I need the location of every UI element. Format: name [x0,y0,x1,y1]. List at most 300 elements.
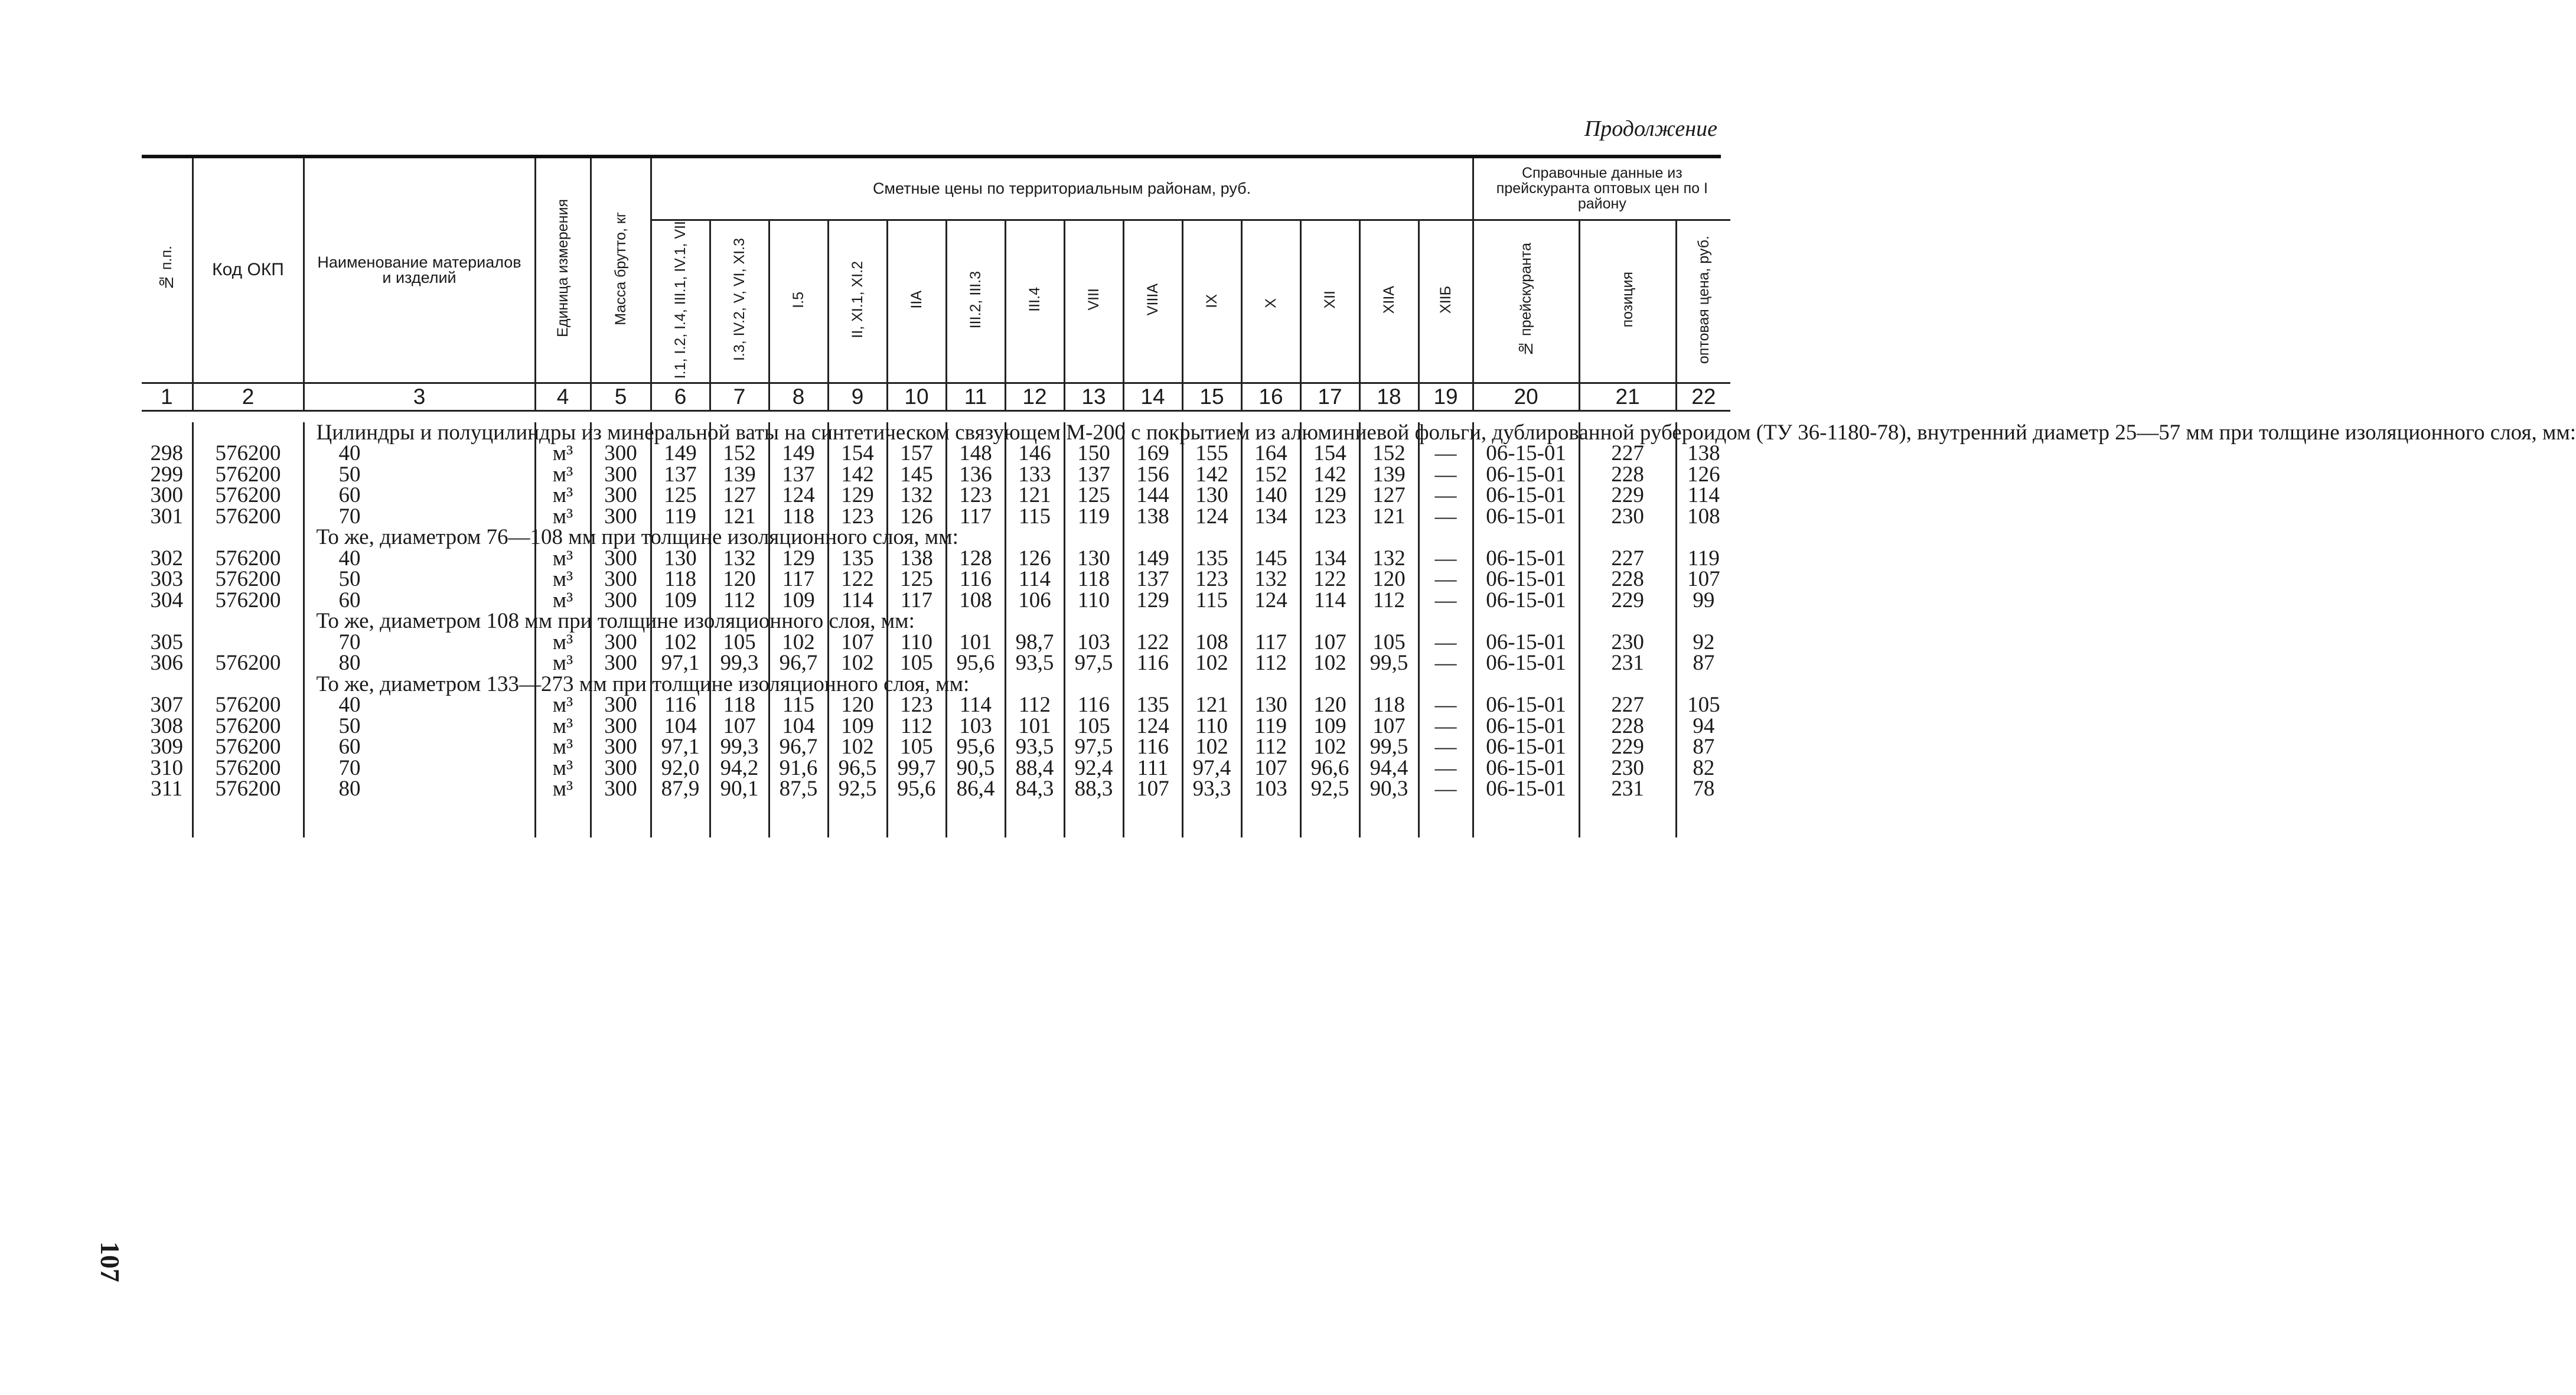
price-region-6-value: 95,6 [956,735,995,760]
price-region-4-value: 109 [841,713,874,738]
price-region-7-value: 112 [1018,693,1051,718]
price-region-10-value: 155 [1195,441,1228,466]
price-region-12-value: 142 [1313,462,1346,487]
position-value: 228 [1611,462,1644,487]
price-region-14-value: — [1434,546,1457,571]
price-region-13-value: 152 [1372,441,1406,466]
price-region-11-value: 152 [1254,462,1287,487]
position-value: 227 [1611,693,1644,718]
price-region-10 [1182,611,1241,674]
price-region-3-value: 109 [782,588,815,612]
table-row-group [142,422,1730,527]
price-region-12 [1300,611,1359,674]
price-region-8 [1064,527,1123,611]
row-number-value: 303 [150,567,183,592]
price-region-8-value: 92,4 [1074,755,1113,780]
price-region-2-value: 127 [723,483,756,508]
price-region-12-value: 102 [1313,735,1346,760]
price-region-7-value: 115 [1018,504,1051,529]
thickness-value: 40 [338,546,361,571]
table-bottom-cell [142,800,193,837]
header-mass: Масса брутто, кг [591,158,651,383]
header-region-1 [651,220,710,383]
price-region-11-value: 107 [1254,755,1287,780]
header-region-12 [1300,220,1359,383]
group-title: Цилиндры и полуцилиндры из минеральной ваты на синтетическом связующем М-200 с покрытием из алюминиевой фольги, дублированной рубероидом (ТУ 36-1180-78), внутренний диаметр 25—57 мм при толщине изоляционного слоя, мм: [316,420,2576,445]
table-bottom-cell [1419,800,1473,837]
position-value: 229 [1611,735,1644,760]
row-number-value: 300 [150,483,183,508]
spacer-cell [193,410,304,422]
price-region-10-value: 102 [1195,651,1228,676]
table-row-group [142,527,1730,611]
header-region-5 [887,220,946,383]
price-region-5-value: 117 [900,588,933,612]
price-region-13-value: 132 [1372,546,1406,571]
price-region-9 [1123,611,1182,674]
price-region-12 [1300,674,1359,800]
header-prices-group: Сметные цены по территориальным районам, руб. [651,158,1473,220]
row-number-value: 298 [150,441,183,466]
price-region-4-value: 102 [841,651,874,676]
price-region-4-value: 114 [841,588,874,612]
unit-value: м³ [552,504,573,529]
table-bottom-cell [535,800,591,837]
header-okp-code: Код ОКП [193,158,304,383]
price-region-1-value: 102 [664,630,697,654]
header-reference-label: оптовая цена, руб. [1695,235,1712,364]
thickness-value: 80 [338,777,361,801]
price-region-8-value: 130 [1077,546,1110,571]
table-bottom-cell [946,800,1005,837]
thickness-value: 50 [338,713,361,738]
column-number: 21 [1579,383,1676,410]
price-region-10-value: 142 [1195,462,1228,487]
header-unit: Единица измерения [535,158,591,383]
price-region-14 [1419,611,1473,674]
price-region-8-value: 125 [1077,483,1110,508]
unit-value: м³ [552,567,573,592]
header-region-11 [1241,220,1300,383]
price-region-13 [1359,527,1419,611]
position-value: 227 [1611,441,1644,466]
header-region-9 [1123,220,1182,383]
price-region-1-value: 118 [664,567,697,592]
wholesale-price-value: 138 [1687,441,1720,466]
pricelist-number-value: 06-15-01 [1486,546,1566,571]
column-number: 13 [1064,383,1123,410]
okp-code-value: 576200 [215,755,281,780]
position [1579,611,1676,674]
price-region-2-value: 99,3 [720,651,759,676]
column-number: 14 [1123,383,1182,410]
mass-value: 300 [604,630,637,654]
price-region-7-value: 146 [1018,441,1051,466]
header-reference-col-1 [1473,220,1579,383]
price-region-10-value: 97,4 [1192,755,1231,780]
header-region-label: III.4 [1026,287,1043,312]
price-region-2-value: 121 [723,504,756,529]
price-region-5-value: 110 [900,630,933,654]
table-bottom-cell [304,800,535,837]
price-region-9-value: 111 [1137,755,1169,780]
row-number-value: 302 [150,546,183,571]
price-region-13-value: 94,4 [1369,755,1408,780]
thickness-value: 80 [338,651,361,676]
price-region-8-value: 150 [1077,441,1110,466]
pricelist-number-value: 06-15-01 [1486,713,1566,738]
header-region-label: VIII [1085,288,1102,311]
mass-value: 300 [604,777,637,801]
price-region-6-value: 117 [959,504,992,529]
price-region-2-value: 118 [723,693,756,718]
price-region-9-value: 156 [1136,462,1169,487]
thickness-value: 60 [338,588,361,612]
price-region-6-value: 108 [959,588,992,612]
okp-code-value: 576200 [215,483,281,508]
price-region-7 [1005,527,1064,611]
price-region-10-value: 108 [1195,630,1228,654]
price-region-1-value: 130 [664,546,697,571]
price-region-14-value: — [1434,504,1457,529]
price-region-14 [1419,674,1473,800]
spacer-cell [142,410,193,422]
price-region-8-value: 116 [1077,693,1110,718]
pricelist-number-value: 06-15-01 [1486,651,1566,676]
pricelist-number-value: 06-15-01 [1486,588,1566,612]
price-region-10 [1182,527,1241,611]
price-region-3-value: 115 [782,693,815,718]
row-number-value: 308 [150,713,183,738]
price-region-11 [1241,611,1300,674]
group-title: То же, диаметром 133—273 мм при толщине изоляционного слоя, мм: [316,672,970,696]
price-region-1-value: 116 [664,693,697,718]
price-region-2-value: 120 [723,567,756,592]
table-bottom-cell [828,800,887,837]
price-region-3-value: 129 [782,546,815,571]
price-region-5-value: 132 [900,483,933,508]
price-region-14-value: — [1434,735,1457,760]
mass-value: 300 [604,693,637,718]
header-region-label: XIIБ [1437,285,1455,314]
price-region-10-value: 135 [1195,546,1228,571]
column-number: 11 [946,383,1005,410]
price-region-7 [1005,611,1064,674]
price-region-6-value: 123 [959,483,992,508]
price-region-11 [1241,674,1300,800]
okp-code-value: 576200 [215,567,281,592]
table-bottom-cell [1123,800,1182,837]
price-region-13-value: 90,3 [1369,777,1408,801]
table-bottom-cell [1359,800,1419,837]
price-region-12-value: 114 [1313,588,1346,612]
thickness-value: 70 [338,630,361,654]
okp-code [193,611,304,674]
row-number-value: 299 [150,462,183,487]
price-region-5-value: 157 [900,441,933,466]
price-region-3-value: 102 [782,630,815,654]
column-number: 10 [887,383,946,410]
header-region-10 [1182,220,1241,383]
price-region-7-value: 126 [1018,546,1051,571]
price-region-11-value: 117 [1254,630,1287,654]
price-region-10-value: 102 [1195,735,1228,760]
price-region-14 [1419,527,1473,611]
okp-code-value: 576200 [215,441,281,466]
header-name: Наименование материалов и изделий [304,158,535,383]
price-region-6-value: 103 [959,713,992,738]
continuation-label: Продолжение [1584,116,1717,141]
position-value: 228 [1611,567,1644,592]
header-reference-label: № прейскуранта [1518,242,1535,357]
wholesale-price [1676,674,1730,800]
price-region-2-value: 99,3 [720,735,759,760]
price-region-12-value: 122 [1313,567,1346,592]
pricelist-number-value: 06-15-01 [1486,567,1566,592]
price-table-frame [142,155,2576,1291]
price-region-12-value: 129 [1313,483,1346,508]
mass-value: 300 [604,483,637,508]
okp-code [193,527,304,611]
header-region-label: I.5 [790,291,807,308]
price-region-9 [1123,527,1182,611]
header-region-8 [1064,220,1123,383]
price-region-3-value: 91,6 [779,755,818,780]
price-region-12-value: 109 [1313,713,1346,738]
price-region-4-value: 123 [841,504,874,529]
price-region-3-value: 96,7 [779,735,818,760]
price-region-5-value: 105 [900,651,933,676]
price-region-9-value: 169 [1136,441,1169,466]
header-region-14 [1419,220,1473,383]
price-region-5-value: 112 [900,713,933,738]
price-region-2-value: 90,1 [720,777,759,801]
price-region-10 [1182,674,1241,800]
okp-code [193,674,304,800]
header-number: № п.п. [142,158,193,383]
price-region-9-value: 144 [1136,483,1169,508]
price-region-5-value: 95,6 [897,777,936,801]
price-region-1-value: 125 [664,483,697,508]
position-value: 231 [1611,777,1644,801]
header-region-label: XII [1322,290,1338,309]
header-region-label: VIIIА [1144,283,1161,316]
wholesale-price [1676,527,1730,611]
wholesale-price-value: 126 [1687,462,1720,487]
price-region-3-value: 124 [782,483,815,508]
price-region-3-value: 137 [782,462,815,487]
group-title: То же, диаметром 76—108 мм при толщине изоляционного слоя, мм: [316,525,958,550]
column-number: 4 [535,383,591,410]
price-region-7-value: 114 [1018,567,1051,592]
column-number: 18 [1359,383,1419,410]
okp-code-value: 576200 [215,735,281,760]
group-title: То же, диаметром 108 мм при толщине изоляционного слоя, мм: [316,609,915,634]
header-region-label: I.3, IV.2, V, VI, XI.3 [731,238,748,361]
column-number: 22 [1676,383,1730,410]
mass-value: 300 [604,462,637,487]
price-region-4-value: 107 [841,630,874,654]
price-region-9-value: 129 [1136,588,1169,612]
thickness-value: 40 [338,441,361,466]
price-region-3-value: 149 [782,441,815,466]
column-number: 1 [142,383,193,410]
row-number-value: 309 [150,735,183,760]
price-region-14-value: — [1434,462,1457,487]
pricelist-number [1473,674,1579,800]
price-region-12-value: 154 [1313,441,1346,466]
price-region-5-value: 145 [900,462,933,487]
price-region-2-value: 107 [723,713,756,738]
table-bottom-cell [1300,800,1359,837]
price-region-10-value: 110 [1195,713,1228,738]
price-region-14-value: — [1434,588,1457,612]
price-region-3-value: 87,5 [779,777,818,801]
mass-value: 300 [604,441,637,466]
price-region-13-value: 118 [1372,693,1406,718]
price-region-11-value: 103 [1254,777,1287,801]
price-table [142,158,2576,837]
position-value: 231 [1611,651,1644,676]
price-region-7-value: 84,3 [1015,777,1054,801]
thickness-value: 50 [338,567,361,592]
price-region-14-value: — [1434,441,1457,466]
row-number-value: 310 [150,755,183,780]
unit-value: м³ [552,651,573,676]
column-number: 8 [769,383,828,410]
row-number-value: 311 [151,777,183,801]
price-region-6-value: 101 [959,630,992,654]
okp-code-value: 576200 [215,777,281,801]
price-region-9-value: 122 [1136,630,1169,654]
price-region-7-value: 133 [1018,462,1051,487]
price-region-3-value: 104 [782,713,815,738]
thickness-value: 60 [338,735,361,760]
mass-value: 300 [604,713,637,738]
column-number: 17 [1300,383,1359,410]
price-region-6-value: 116 [959,567,992,592]
position-value: 230 [1611,504,1644,529]
wholesale-price [1676,611,1730,674]
table-bottom-cell [769,800,828,837]
row-number-value: 305 [150,630,183,654]
price-region-2-value: 94,2 [720,755,759,780]
table-bottom-cell [591,800,651,837]
price-region-8-value: 110 [1077,588,1110,612]
header-region-label: IIА [908,290,925,309]
price-region-8-value: 105 [1077,713,1110,738]
price-region-8-value: 118 [1077,567,1110,592]
pricelist-number-value: 06-15-01 [1486,630,1566,654]
price-region-4-value: 120 [841,693,874,718]
price-region-1-value: 87,9 [661,777,700,801]
price-region-1-value: 97,1 [661,651,700,676]
pricelist-number-value: 06-15-01 [1486,755,1566,780]
price-region-4-value: 142 [841,462,874,487]
position-value: 229 [1611,483,1644,508]
column-number: 3 [304,383,535,410]
row-number-value: 304 [150,588,183,612]
price-region-6-value: 95,6 [956,651,995,676]
wholesale-price-value: 99 [1693,588,1715,612]
price-region-3-value: 118 [782,504,815,529]
column-number: 5 [591,383,651,410]
pricelist-number-value: 06-15-01 [1486,462,1566,487]
price-region-7-value: 101 [1018,713,1051,738]
table-bottom-cell [1064,800,1123,837]
price-region-1-value: 119 [664,504,697,529]
price-region-13-value: 112 [1372,588,1406,612]
wholesale-price-value: 108 [1687,504,1720,529]
price-region-7-value: 98,7 [1015,630,1054,654]
header-region-label: XIIА [1381,285,1397,314]
price-region-10-value: 121 [1195,693,1228,718]
thickness-value: 70 [338,504,361,529]
price-region-12-value: 134 [1313,546,1346,571]
unit-value: м³ [552,588,573,612]
price-region-12-value: 96,6 [1310,755,1349,780]
price-region-9-value: 138 [1136,504,1169,529]
price-region-2-value: 112 [723,588,756,612]
table-bottom-cell [1676,800,1730,837]
price-region-2-value: 105 [723,630,756,654]
price-region-13-value: 99,5 [1369,651,1408,676]
position-value: 228 [1611,713,1644,738]
price-region-12-value: 123 [1313,504,1346,529]
header-region-4 [828,220,887,383]
pricelist-number-value: 06-15-01 [1486,441,1566,466]
price-region-9-value: 116 [1136,735,1169,760]
wholesale-price-value: 94 [1693,713,1715,738]
price-region-9-value: 137 [1136,567,1169,592]
price-region-6-value: 128 [959,546,992,571]
price-region-9-value: 149 [1136,546,1169,571]
position-value: 229 [1611,588,1644,612]
price-region-12-value: 92,5 [1310,777,1349,801]
price-region-8-value: 137 [1077,462,1110,487]
price-region-3-value: 96,7 [779,651,818,676]
okp-code-value: 576200 [215,504,281,529]
price-region-11-value: 112 [1254,651,1287,676]
header-region-label: IX [1204,294,1220,308]
price-region-13-value: 99,5 [1369,735,1408,760]
thickness-value: 60 [338,483,361,508]
pricelist-number [1473,527,1579,611]
price-region-7-value: 121 [1018,483,1051,508]
column-number: 15 [1182,383,1241,410]
table-bottom-cell [1005,800,1064,837]
column-number: 2 [193,383,304,410]
thickness-value: 70 [338,755,361,780]
unit-value: м³ [552,735,573,760]
wholesale-price-value: 114 [1687,483,1720,508]
price-region-13-value: 127 [1372,483,1406,508]
price-region-12-value: 102 [1313,651,1346,676]
table-bottom-cell [887,800,946,837]
price-region-5-value: 99,7 [897,755,936,780]
column-number: 19 [1419,383,1473,410]
position-value: 230 [1611,755,1644,780]
header-region-2 [710,220,769,383]
price-region-5-value: 126 [900,504,933,529]
price-region-10-value: 115 [1195,588,1228,612]
header-region-7 [1005,220,1064,383]
column-number: 16 [1241,383,1300,410]
mass-value: 300 [604,651,637,676]
price-region-4-value: 92,5 [838,777,877,801]
table-row-group [142,611,1730,674]
table-bottom-cell [1473,800,1579,837]
